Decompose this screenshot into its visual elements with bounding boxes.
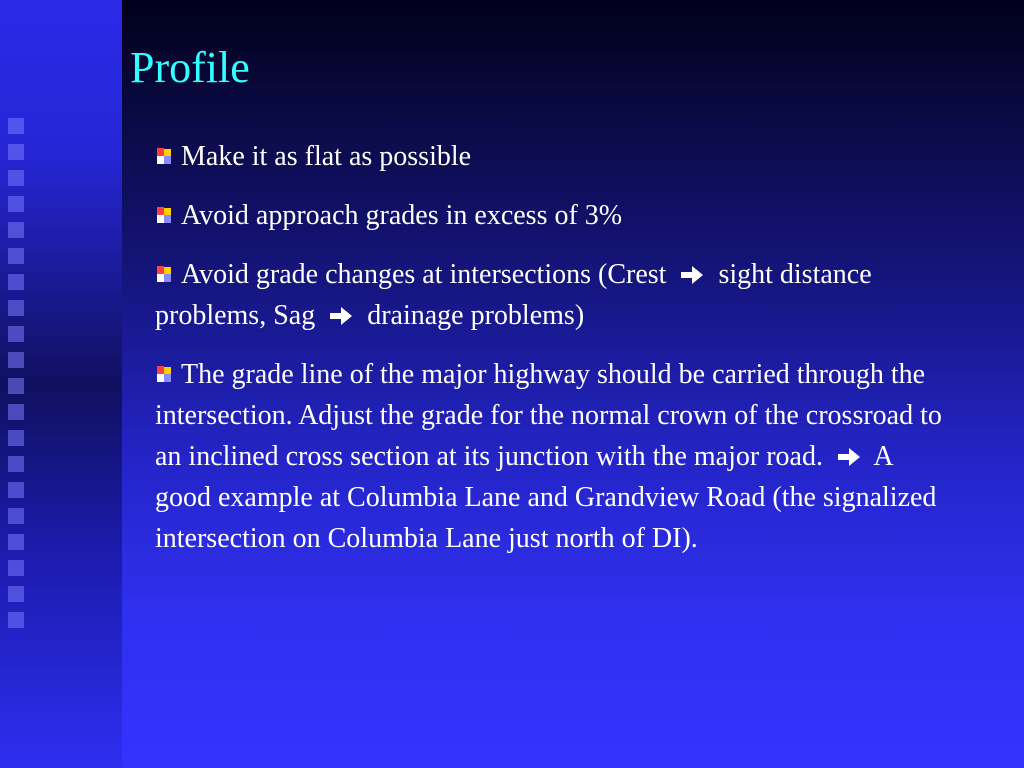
bullet-text-part: sight distance problems, Sag xyxy=(155,259,872,331)
right-arrow-icon xyxy=(836,446,862,468)
slide-title: Profile xyxy=(130,43,250,92)
bullet-text: Avoid approach grades in excess of 3% xyxy=(181,200,623,231)
bullet-item xyxy=(155,136,945,177)
bullet-text: Make it as flat as possible xyxy=(181,141,472,172)
right-arrow-icon xyxy=(679,264,705,286)
decorative-square-column xyxy=(8,118,26,638)
windows-bullet-icon xyxy=(155,148,173,166)
bullet-text-part: drainage problems) xyxy=(367,300,585,331)
bullet-item xyxy=(155,195,945,236)
windows-bullet-icon xyxy=(155,266,173,284)
bullet-item xyxy=(155,254,945,336)
bullet-list xyxy=(155,136,945,577)
bullet-item xyxy=(155,354,945,559)
right-arrow-icon xyxy=(328,305,354,327)
windows-bullet-icon xyxy=(155,366,173,384)
bullet-text-part: Avoid grade changes at intersections (Crest xyxy=(181,259,667,290)
windows-bullet-icon xyxy=(155,207,173,225)
bullet-text-part: A good example at Columbia Lane and Grandview Road (the signalized intersection on Columbia Lane just north of DI). xyxy=(155,441,937,554)
bullet-text-part: The grade line of the major highway should be carried through the intersection. Adjust the grade for the normal crown of the crossroad to an inclined cross section at its junction with the major road. xyxy=(155,359,942,472)
left-decorative-band xyxy=(0,0,122,768)
